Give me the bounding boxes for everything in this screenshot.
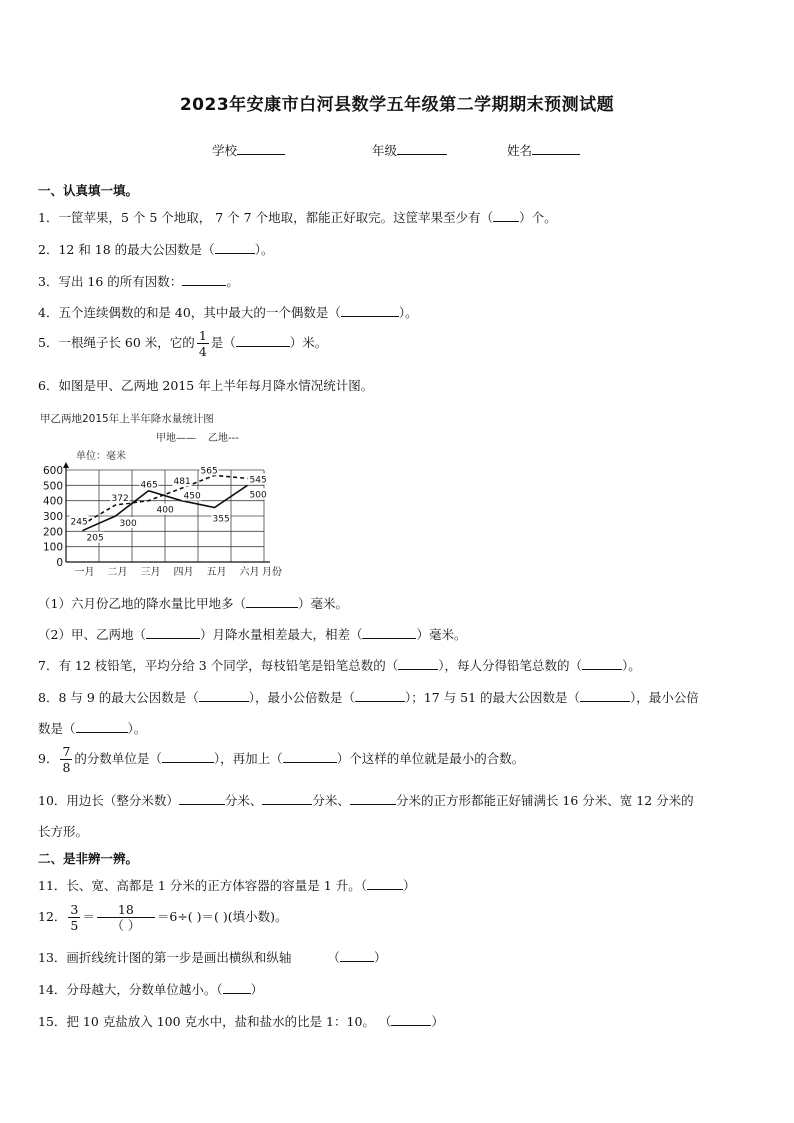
question-8: 8．8 与 9 的最大公因数是（ ），最小公倍数是（ ）；17 与 51 的最大公因数是（ ），最小公倍 — [38, 690, 699, 705]
question-10-cont: 长方形。 — [38, 824, 89, 839]
data-label: 565 — [200, 466, 218, 477]
x-tick-label: 三月 — [140, 567, 161, 578]
answer-blank[interactable] — [340, 949, 374, 962]
answer-blank[interactable] — [355, 689, 405, 702]
answer-blank[interactable] — [182, 273, 226, 286]
x-tick-label: 六月 — [239, 567, 260, 578]
question-3: 3．写出 16 的所有因数： 。 — [38, 274, 239, 289]
grade-label: 年级 — [372, 143, 398, 158]
section-2-heading: 二、是非辨一辨。 — [38, 851, 139, 866]
data-label: 500 — [249, 490, 267, 501]
answer-blank[interactable] — [350, 792, 396, 805]
answer-blank[interactable] — [76, 720, 128, 733]
question-11: 11．长、宽、高都是 1 分米的正方体容器的容量是 1 升。（ ） — [38, 878, 416, 893]
answer-blank[interactable] — [580, 689, 630, 702]
answer-blank[interactable] — [362, 626, 416, 639]
answer-blank[interactable] — [199, 689, 249, 702]
legend-entry-jia: 甲地—— — [156, 433, 196, 444]
answer-blank[interactable] — [262, 792, 312, 805]
answer-blank[interactable] — [283, 750, 337, 763]
data-label: 372 — [111, 493, 129, 504]
question-13: 13．画折线统计图的第一步是画出横纵和纵轴 （ ） — [38, 950, 387, 965]
question-2: 2．12 和 18 的最大公因数是（ ）。 — [38, 242, 274, 257]
question-5: 5．一根绳子长 60 米，它的 $\frac{1}{4}$ 是（ ）米。 — [38, 328, 328, 359]
data-label: 465 — [140, 480, 158, 491]
answer-blank[interactable] — [162, 750, 214, 763]
answer-blank[interactable] — [391, 1013, 431, 1026]
answer-blank[interactable] — [341, 304, 399, 317]
answer-blank[interactable] — [146, 626, 200, 639]
page-title: 2023年安康市白河县数学五年级第二学期期末预测试题 — [179, 95, 615, 115]
chart-title: 甲乙两地2015年上半年降水量统计图 — [40, 413, 214, 425]
data-label: 450 — [183, 491, 201, 502]
x-tick-label: 四月 — [173, 567, 194, 578]
question-7: 7．有 12 枝铅笔，平均分给 3 个同学，每枝铅笔是铅笔总数的（ ），每人分得铅笔总数的（ ）。 — [38, 658, 641, 673]
question-1: 1．一筐苹果，5 个 5 个地取， 7 个 7 个地取，都能正好取完。这筐苹果至少有（ ）个。 — [38, 210, 557, 225]
answer-blank[interactable] — [236, 334, 290, 347]
question-9: 9． $\frac{7}{8}$ 的分数单位是（ ），再加上（ ）个这样的单位就是最小的合数。 — [38, 744, 525, 775]
name-field[interactable] — [507, 141, 580, 159]
question-6-sub-1: （1）六月份乙地的降水量比甲地多（ ）毫米。 — [38, 596, 348, 611]
section-1-heading: 一、认真填一填。 — [38, 183, 139, 198]
question-6: 6．如图是甲、乙两地 2015 年上半年每月降水情况统计图。 — [38, 378, 374, 393]
fraction-seven-eighths: $\frac{7}{8}$ — [62, 744, 71, 775]
x-axis-title: 月份 — [262, 567, 282, 578]
answer-blank[interactable] — [493, 209, 519, 222]
answer-blank[interactable] — [367, 877, 403, 890]
y-tick-label: 400 — [42, 495, 63, 508]
fraction-three-fifths: $\frac{3}{5}$ — [70, 902, 79, 933]
question-14: 14．分母越大，分数单位越小。（ ） — [38, 982, 264, 997]
y-tick-label: 0 — [56, 557, 63, 569]
data-label: 205 — [86, 533, 104, 544]
answer-blank[interactable] — [246, 595, 298, 608]
rainfall-chart-svg — [36, 410, 282, 580]
legend-entry-yi: 乙地--- — [208, 433, 239, 444]
question-10: 10．用边长（整分米数） 分米、 分米、 分米的正方形都能正好铺满长 16 分米、宽 12 分米的 — [38, 793, 694, 808]
answer-blank[interactable] — [582, 657, 622, 670]
data-label: 300 — [119, 519, 137, 529]
y-tick-label: 600 — [42, 465, 63, 477]
answer-blank[interactable] — [398, 657, 438, 670]
y-tick-label: 500 — [42, 480, 63, 493]
school-label: 学校 — [212, 143, 238, 158]
fraction-eighteen-over-blank[interactable]: $\frac{18}{( )}$ — [97, 902, 155, 933]
answer-blank[interactable] — [223, 981, 251, 994]
data-label: 355 — [212, 514, 230, 525]
grade-field[interactable] — [372, 141, 447, 159]
question-4: 4．五个连续偶数的和是 40，其中最大的一个偶数是（ ）。 — [38, 305, 418, 320]
school-field[interactable] — [212, 141, 285, 159]
fraction-one-quarter: $\frac{1}{4}$ — [198, 328, 207, 359]
y-tick-label: 300 — [42, 511, 63, 523]
question-8-cont: 数是（ ）。 — [38, 721, 147, 736]
data-label: 245 — [70, 517, 88, 528]
y-tick-label: 200 — [42, 526, 63, 539]
chart-unit-label: 单位：毫米 — [76, 451, 126, 462]
x-tick-label: 一月 — [74, 567, 95, 578]
name-label: 姓名 — [507, 143, 533, 158]
y-axis-arrow — [63, 462, 69, 468]
data-label: 545 — [249, 475, 267, 486]
question-12: 12． $\frac{3}{5}$ ＝ $\frac{18}{( )}$ ＝6÷( )＝( )(填小数)。 — [38, 902, 288, 933]
answer-blank[interactable] — [179, 792, 225, 805]
y-tick-label: 100 — [42, 541, 63, 554]
x-tick-label: 五月 — [206, 567, 227, 578]
answer-blank[interactable] — [215, 241, 255, 254]
rainfall-line-chart — [36, 410, 282, 580]
x-tick-label: 二月 — [107, 567, 128, 578]
data-label: 400 — [156, 505, 174, 516]
data-label: 481 — [173, 477, 191, 488]
question-15: 15．把 10 克盐放入 100 克水中，盐和盐水的比是 1：10。 （ ） — [38, 1014, 444, 1029]
question-6-sub-2: （2）甲、乙两地（ ）月降水量相差最大，相差（ ）毫米。 — [38, 627, 467, 642]
